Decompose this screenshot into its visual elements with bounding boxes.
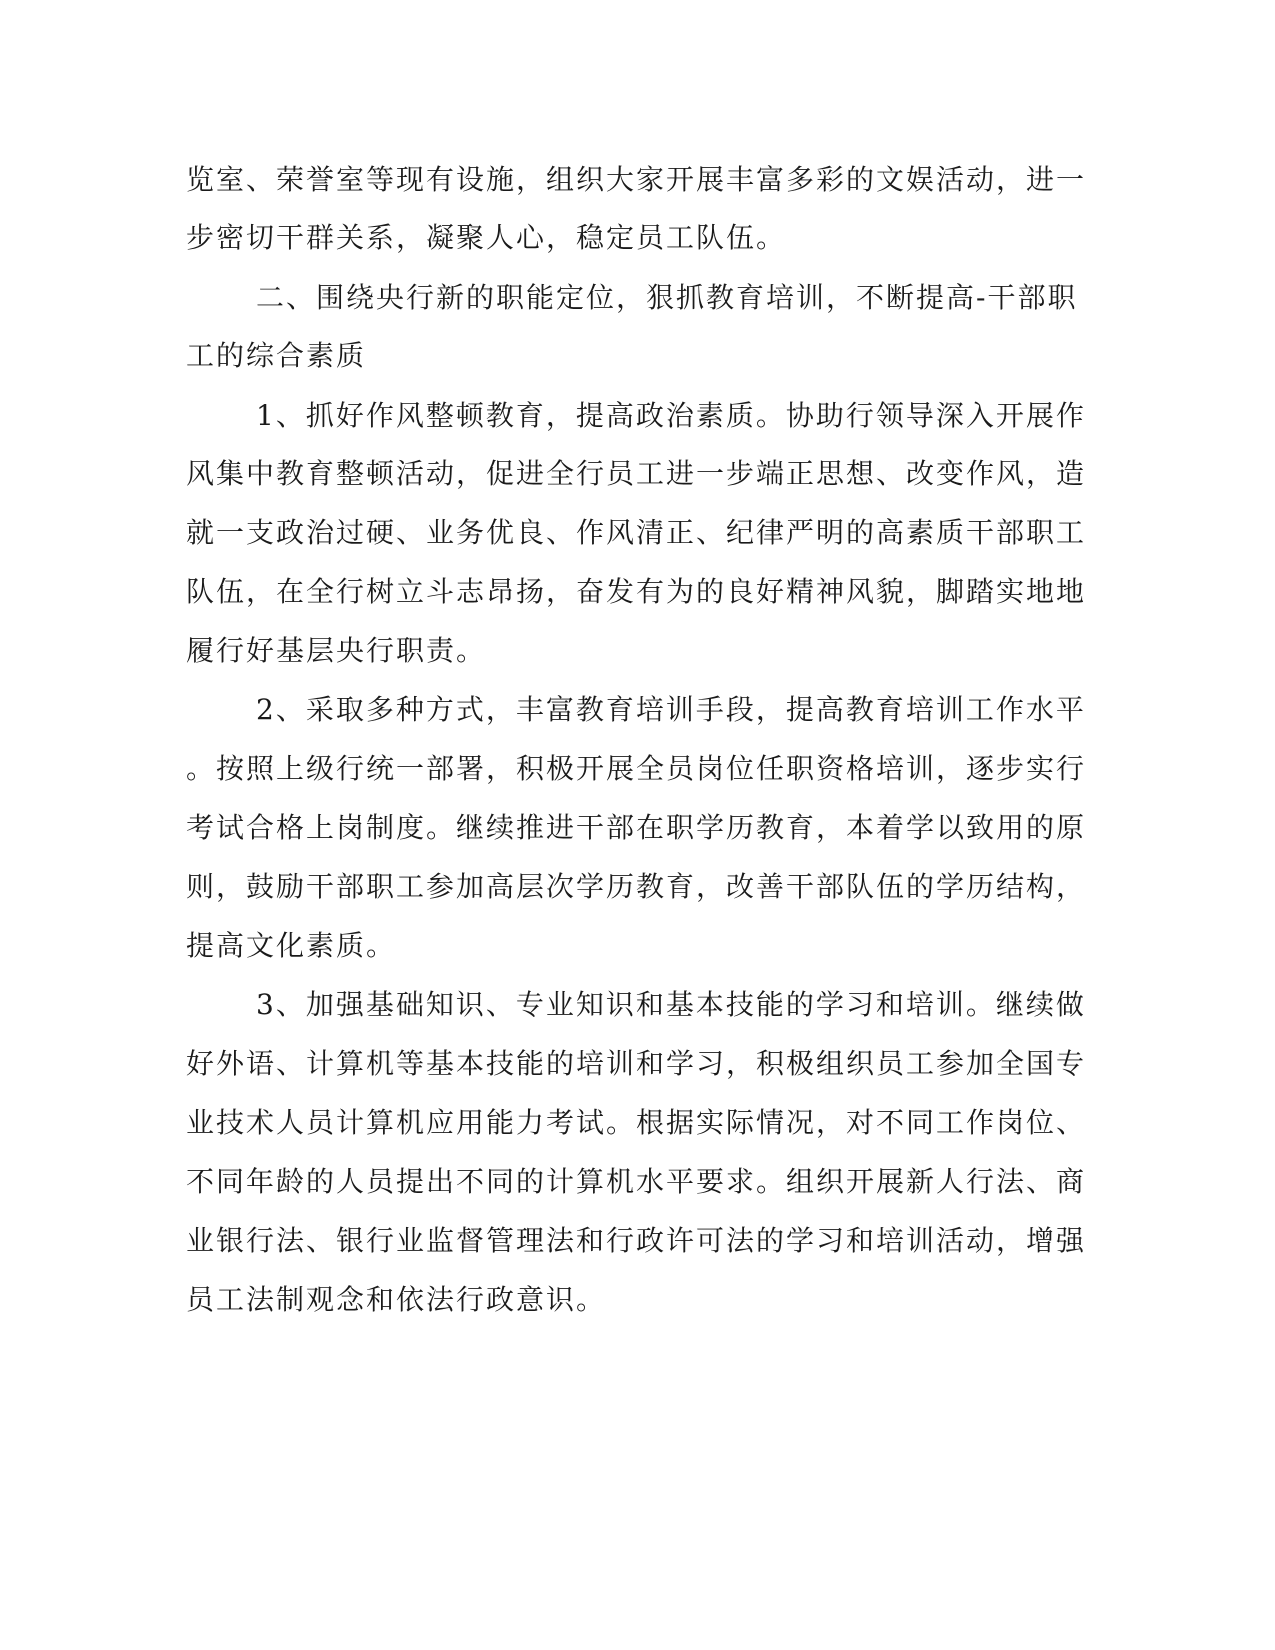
paragraph-line: 不同年龄的人员提出不同的计算机水平要求。组织开展新人行法、商 <box>186 1165 1087 1198</box>
paragraph-line: 提高文化素质。 <box>186 929 397 962</box>
paragraph-line: 3、加强基础知识、专业知识和基本技能的学习和培训。继续做 <box>256 988 1086 1021</box>
paragraph-line: 队伍，在全行树立斗志昂扬，奋发有为的良好精神风貌，脚踏实地地 <box>186 575 1087 608</box>
paragraph-line: 业技术人员计算机应用能力考试。根据实际情况，对不同工作岗位、 <box>186 1106 1087 1139</box>
text-line: 步密切干群关系，凝聚人心，稳定员工队伍。 <box>186 221 787 254</box>
paragraph-line: 员工法制观念和依法行政意识。 <box>186 1283 607 1316</box>
section-heading-line: 工的综合素质 <box>186 339 367 372</box>
paragraph-line: 履行好基层央行职责。 <box>186 634 487 667</box>
paragraph-line: 则，鼓励干部职工参加高层次学历教育，改善干部队伍的学历结构， <box>186 870 1087 903</box>
paragraph-line: 风集中教育整顿活动，促进全行员工进一步端正思想、改变作风，造 <box>186 457 1087 490</box>
paragraph-line: 。按照上级行统一部署，积极开展全员岗位任职资格培训，逐步实行 <box>186 752 1087 785</box>
paragraph-line: 2、采取多种方式，丰富教育培训手段，提高教育培训工作水平 <box>256 693 1086 726</box>
text-line: 览室、荣誉室等现有设施，组织大家开展丰富多彩的文娱活动，进一 <box>186 163 1087 196</box>
paragraph-line: 1、抓好作风整顿教育，提高政治素质。协助行领导深入开展作 <box>256 399 1086 432</box>
section-heading-line: 二、围绕央行新的职能定位，狠抓教育培训，不断提高-干部职 <box>256 281 1078 314</box>
paragraph-line: 业银行法、银行业监督管理法和行政许可法的学习和培训活动，增强 <box>186 1224 1087 1257</box>
paragraph-line: 就一支政治过硬、业务优良、作风清正、纪律严明的高素质干部职工 <box>186 516 1087 549</box>
paragraph-line: 好外语、计算机等基本技能的培训和学习，积极组织员工参加全国专 <box>186 1047 1087 1080</box>
paragraph-line: 考试合格上岗制度。继续推进干部在职学历教育，本着学以致用的原 <box>186 811 1087 844</box>
